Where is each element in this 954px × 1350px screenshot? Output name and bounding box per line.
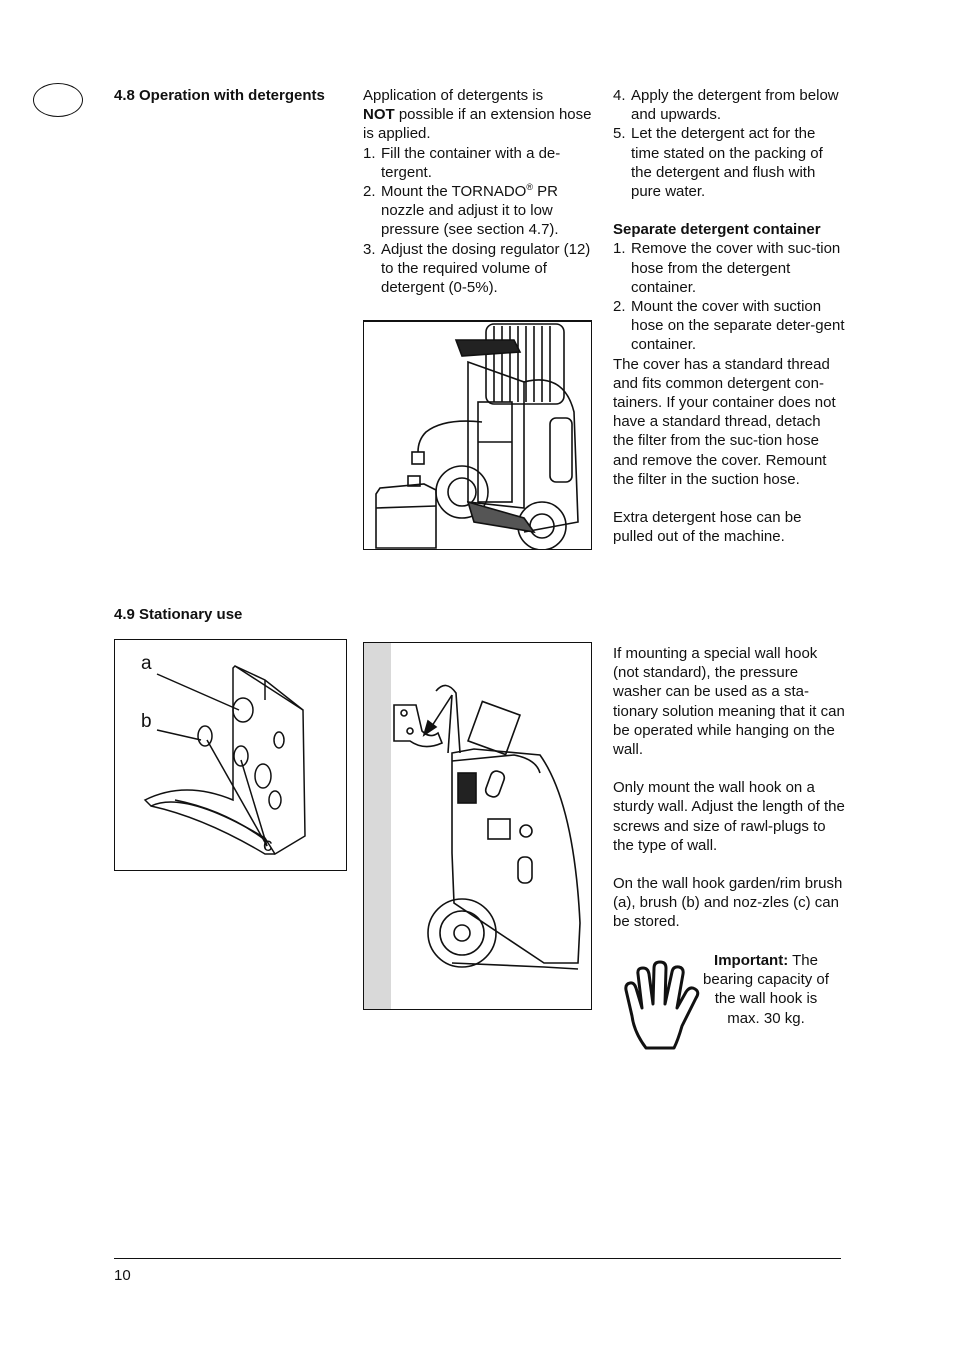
label-a: a bbox=[141, 653, 152, 674]
separate-container-steps bbox=[613, 239, 845, 354]
important-note bbox=[686, 951, 846, 1028]
wall-mounted-washer-drawing bbox=[364, 643, 591, 1009]
wall-hook-illustration bbox=[114, 639, 347, 871]
stationary-paragraph-3: On the wall hook garden/rim brush (a), brush (b) and noz-zles (c) can be stored. bbox=[613, 875, 843, 931]
list-item: 2. Mount the TORNADO® PR nozzle and adjust it to low pressure (see section 4.7). bbox=[363, 182, 559, 239]
detergent-column-middle bbox=[363, 86, 595, 297]
list-item: 3. Adjust the dosing regulator (12) to the required volume of detergent (0-5%). bbox=[363, 240, 591, 297]
not-emphasis: NOT bbox=[363, 106, 395, 124]
pressure-washer-detergent-drawing bbox=[364, 322, 591, 549]
stationary-column-right bbox=[613, 644, 845, 932]
wall-strip bbox=[364, 643, 391, 1009]
detergent-column-right bbox=[613, 86, 845, 546]
list-item: 5. Let the detergent act for the time stated on the packing of the detergent and flush with pure water. bbox=[613, 125, 823, 201]
label-b: b bbox=[141, 711, 152, 732]
detergent-steps-1-3 bbox=[363, 144, 595, 298]
wall-mount-illustration bbox=[363, 642, 592, 1010]
important-line-1: Important: The bbox=[714, 952, 818, 969]
cover-paragraph: The cover has a standard thread and fits common detergent con-tainers. If your container does not have a standard thread, detach the filter from the suc-tion hose and remove the cover. Remount the filter in the suction hose. bbox=[613, 355, 836, 488]
important-line-2: bearing capacity of bbox=[703, 971, 829, 989]
extra-hose-paragraph: Extra detergent hose can be pulled out of the machine. bbox=[613, 509, 802, 546]
detergent-illustration bbox=[363, 320, 592, 550]
important-label: Important: bbox=[714, 952, 789, 969]
section-heading-4-9: 4.9 Stationary use bbox=[114, 606, 243, 623]
important-line-3: the wall hook is bbox=[714, 990, 818, 1008]
stationary-paragraph-1: If mounting a special wall hook (not standard), the pressure washer can be used as a sta-tionary solution meaning that it can be operated while hanging on the wall. bbox=[613, 645, 845, 759]
list-item: 1. Fill the container with a de-tergent. bbox=[363, 144, 561, 181]
section-heading-4-8: 4.8 Operation with detergents bbox=[114, 87, 325, 104]
list-item: 2. Mount the cover with suction hose on the separate deter-gent container. bbox=[613, 298, 845, 354]
separate-container-heading: Separate detergent container bbox=[613, 221, 821, 239]
wall-hook-drawing bbox=[115, 640, 346, 870]
page-number: 10 bbox=[114, 1267, 131, 1284]
label-c: c bbox=[263, 835, 273, 856]
list-item: 1. Remove the cover with suc-tion hose from the detergent container. bbox=[613, 240, 841, 296]
stationary-paragraph-2: Only mount the wall hook on a sturdy wall. Adjust the length of the screws and size of rawl-plugs to the type of wall. bbox=[613, 779, 845, 854]
footer-rule bbox=[114, 1258, 841, 1259]
detergent-steps-4-5 bbox=[613, 86, 845, 201]
language-oval bbox=[33, 83, 83, 117]
important-line-4: max. 30 kg. bbox=[727, 1009, 805, 1027]
list-item: 4. Apply the detergent from below and upwards. bbox=[613, 87, 839, 124]
detergent-intro: Application of detergents is NOT possible if an extension hose is applied. bbox=[363, 87, 592, 143]
